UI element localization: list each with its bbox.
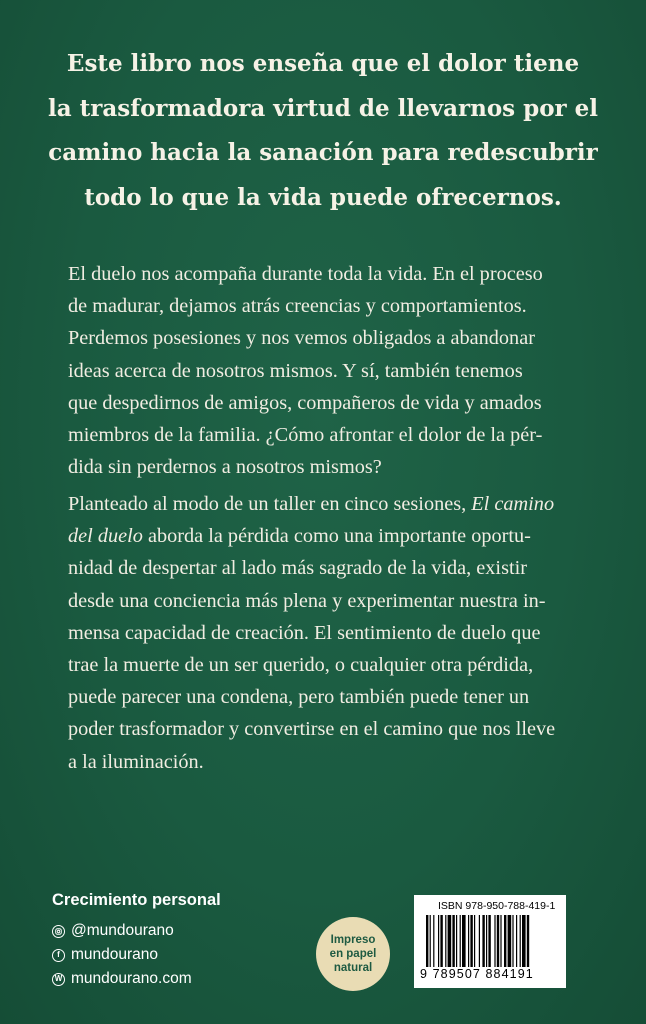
text-line: dida sin perdernos a nosotros mismos?	[68, 456, 382, 479]
text-line: ideas acerca de nosotros mismos. Y sí, también tenemos	[68, 359, 523, 382]
text-line: mensa capacidad de creación. El sentimiento de duelo que	[68, 621, 541, 644]
text-line	[68, 520, 588, 552]
text-line	[68, 488, 588, 520]
social-instagram	[52, 922, 174, 940]
text-line: Perdemos posesiones y nos vemos obligados a abandonar	[68, 327, 535, 350]
text-line: trae la muerte de un ser querido, o cualquier otra pérdida,	[68, 654, 534, 677]
synopsis-paragraph-1	[68, 258, 588, 483]
social-facebook	[52, 946, 158, 964]
website-icon: W	[52, 973, 65, 986]
tagline-line: camino hacia la sanación para redescubrir	[48, 139, 598, 166]
text-line: puede parecer una condena, pero también puede tener un	[68, 686, 530, 709]
text-line: que despedirnos de amigos, compañeros de vida y amados	[68, 391, 542, 414]
synopsis-paragraph-2	[68, 488, 588, 778]
text-line: El duelo nos acompaña durante toda la vida. En el proceso	[68, 263, 543, 285]
tagline-line: todo lo que la vida puede ofrecernos.	[84, 183, 562, 211]
text-segment: Planteado al modo de un taller en cinco sesiones,	[68, 493, 467, 515]
facebook-handle: mundourano	[71, 946, 159, 963]
paper-badge	[316, 917, 390, 991]
barcode-bars	[426, 915, 560, 975]
book-title: del duelo	[68, 525, 143, 548]
text-line: nidad de despertar al lado más sagrado de la vida, existir	[68, 557, 527, 580]
website-url: mundourano.com	[71, 970, 192, 987]
tagline-line: Este libro nos enseña que el dolor tiene	[66, 50, 580, 77]
instagram-icon	[52, 925, 65, 938]
category-label: Crecimiento personal	[52, 891, 221, 909]
text-line: de madurar, dejamos atrás creencias y comportamientos.	[68, 295, 527, 318]
tagline-line: la trasformadora virtud de llevarnos por el	[47, 94, 599, 122]
tagline	[40, 42, 606, 220]
isbn-label: ISBN 978-950-788-419-1	[438, 900, 556, 912]
instagram-handle: @mundourano	[71, 922, 174, 939]
text-line: miembros de la familia. ¿Cómo afrontar el dolor de la pér-	[68, 424, 543, 447]
text-line: desde una conciencia más plena y experimentar nuestra in-	[68, 589, 546, 612]
text-segment: aborda la pérdida como una importante oportu-	[142, 525, 531, 548]
social-website	[52, 970, 192, 988]
barcode	[414, 895, 566, 988]
facebook-icon: f	[52, 949, 65, 962]
badge-line: natural	[333, 962, 373, 974]
barcode-digits: 9 789507 884191	[420, 967, 534, 981]
text-line: a la iluminación.	[68, 750, 204, 773]
book-title: El camino	[471, 493, 555, 515]
badge-line: en papel	[329, 948, 377, 960]
badge-line: Impreso	[330, 934, 376, 946]
text-line: poder trasformador y convertirse en el camino que nos lleve	[68, 718, 556, 741]
